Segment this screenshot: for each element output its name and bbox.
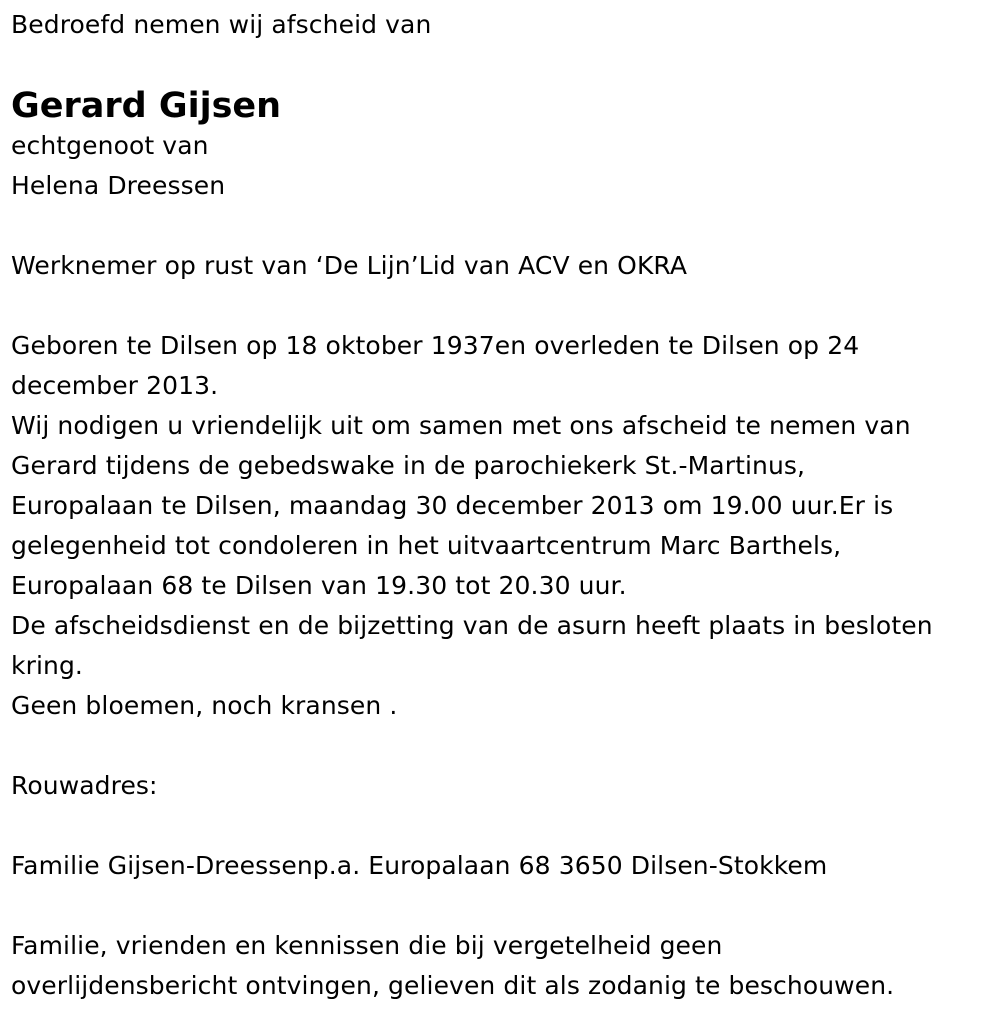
death-notice — [11, 0, 991, 1006]
mourning-address-label: Rouwadres: — [11, 771, 158, 800]
body-line: Gerard tijdens de gebedswake in de parochiekerk St.-Martinus, — [11, 451, 806, 480]
mourning-address: Familie Gijsen-Dreessenp.a. Europalaan 68 3650 Dilsen-Stokkem — [11, 851, 828, 880]
spacer — [11, 286, 991, 326]
deceased-name: Gerard Gijsen — [11, 86, 282, 126]
intro-text: Bedroefd nemen wij afscheid van — [11, 10, 432, 39]
closing-line: Familie, vrienden en kennissen die bij vergetelheid geen — [11, 931, 723, 960]
closing-note — [11, 926, 991, 1006]
spacer — [11, 886, 991, 926]
body-line: gelegenheid tot condoleren in het uitvaartcentrum Marc Barthels, — [11, 531, 842, 560]
spouse-relation: echtgenoot van — [11, 131, 209, 160]
body-line: kring. — [11, 651, 83, 680]
body-line: Geboren te Dilsen op 18 oktober 1937en overleden te Dilsen op 24 — [11, 331, 860, 360]
body-line: De afscheidsdienst en de bijzetting van de asurn heeft plaats in besloten — [11, 611, 933, 640]
spacer — [11, 726, 991, 766]
affiliation-text: Werknemer op rust van ‘De Lijn’Lid van ACV en OKRA — [11, 251, 688, 280]
spacer — [11, 806, 991, 846]
spouse-name: Helena Dreessen — [11, 171, 226, 200]
body-line: Geen bloemen, noch kransen . — [11, 691, 398, 720]
body-line: Europalaan 68 te Dilsen van 19.30 tot 20.30 uur. — [11, 571, 627, 600]
spacer — [11, 206, 991, 246]
body-line: Wij nodigen u vriendelijk uit om samen met ons afscheid te nemen van — [11, 411, 911, 440]
notice-body — [11, 326, 991, 726]
body-line: Europalaan te Dilsen, maandag 30 december 2013 om 19.00 uur.Er is — [11, 491, 894, 520]
closing-line: overlijdensbericht ontvingen, gelieven dit als zodanig te beschouwen. — [11, 971, 895, 1000]
body-line: december 2013. — [11, 371, 219, 400]
